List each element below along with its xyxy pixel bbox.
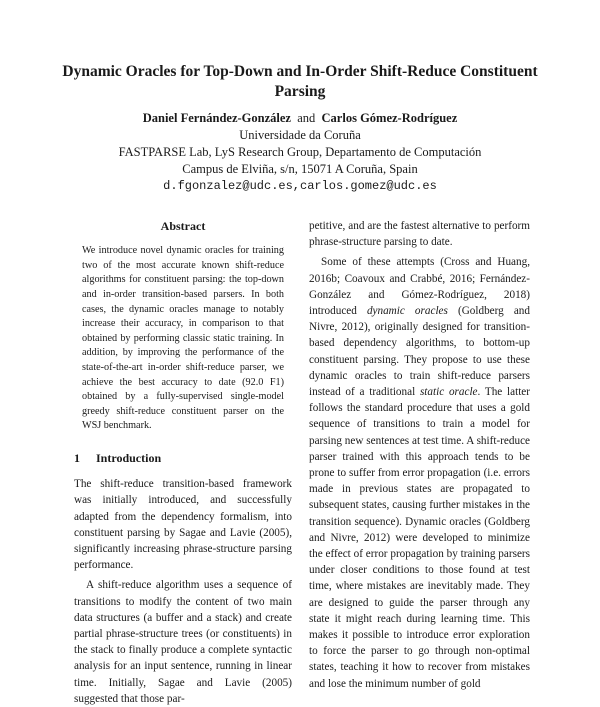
title-line-1: Dynamic Oracles for Top-Down and In-Order Shift-Reduce Constituent [62, 63, 538, 80]
paper-title [60, 62, 540, 102]
right-paragraph-2-part-b: (Goldberg and Nivre, 2012), originally designed for transition-based dependency algorithms, to bottom-up constituent parsing. They propose to use these dynamic oracles to train shift-reduce parsers instead of a traditional [309, 305, 530, 399]
title-line-2: Parsing [274, 83, 326, 100]
section-heading-introduction [74, 450, 292, 466]
author-names [60, 110, 540, 127]
right-column [309, 218, 530, 692]
intro-paragraph-1: The shift-reduce transition-based framework was initially introduced, and successfully adapted from the dependency formalism, into constituent parsing by Sagae and Lavie (2005), significantly increasing phrase-structure parsing performance. [74, 478, 292, 572]
section-title: Introduction [96, 450, 162, 465]
author-and: and [297, 111, 316, 125]
affiliation-2: FASTPARSE Lab, LyS Research Group, Departamento de Computación [118, 145, 482, 159]
author-emails: d.fgonzalez@udc.es,carlos.gomez@udc.es [163, 179, 437, 193]
term-dynamic-oracles: dynamic oracles [366, 305, 448, 318]
abstract-text: We introduce novel dynamic oracles for training two of the most accurate known shift-reduce algorithms for constituent parsing: the top-down and in-order transition-based parsers. In both cases, the dynamic oracles manage to notably increase their accuracy, in comparison to that obtained by performing classic static training. In addition, by improving the performance of the state-of-the-art in-order shift-reduce parser, we achieve the best accuracy to date (92.0 F1) obtained by a fully-supervised single-model greedy shift-reduce constituent parser on the WSJ benchmark. [82, 245, 284, 432]
affiliation-1: Universidade da Coruña [239, 128, 361, 142]
author-1: Daniel Fernández-González [142, 111, 291, 125]
right-paragraph-1: petitive, and are the fastest alternative to perform phrase-structure parsing to date. [309, 220, 530, 249]
author-2: Carlos Gómez-Rodríguez [321, 111, 458, 125]
intro-paragraph-2: A shift-reduce algorithm uses a sequence of transitions to modify the content of two main data structures (a buffer and a stack) and create partial phrase-structure trees (or constituents) in the stack to finally produce a complete syntactic analysis for an input sentence, running in linear time. Initially, Sagae and Lavie (2005) suggested that those par- [74, 579, 292, 705]
author-block [60, 110, 540, 195]
term-static-oracle: static oracle [419, 386, 478, 399]
right-paragraph-2-part-a: Some of these attempts (Cross and Huang, 2016b; Coavoux and Crabbé, 2016; Fernández-González and Gómez-Rodríguez, 2018) introduced [309, 256, 530, 318]
right-paragraph-2-part-c: . The latter follows the standard procedure that uses a gold sequence of transitions to train a model for parsing new sentences at test time. A shift-reduce parser trained with this approach tends to be prone to suffer from error propagation (i.e. errors made in previous states are propagated to subsequent states, causing further mistakes in the transition sequence). Dynamic oracles (Goldberg and Nivre, 2012) were developed to minimize the effect of error propagation by training parsers under closer conditions to those found at test time, where mistakes are inevitably made. They are designed to guide the parser through any state it might reach during learning time. This makes it possible to introduce error exploration to force the parser to go through non-optimal states, teaching it how to recover from mistakes and lose the minimum number of gold [309, 386, 530, 690]
abstract-heading: Abstract [160, 219, 206, 233]
section-number: 1 [74, 450, 80, 465]
right-paragraph-2 [309, 254, 530, 691]
left-column [74, 218, 292, 707]
affiliation-3: Campus de Elviña, s/n, 15071 A Coruña, Spain [182, 162, 418, 176]
